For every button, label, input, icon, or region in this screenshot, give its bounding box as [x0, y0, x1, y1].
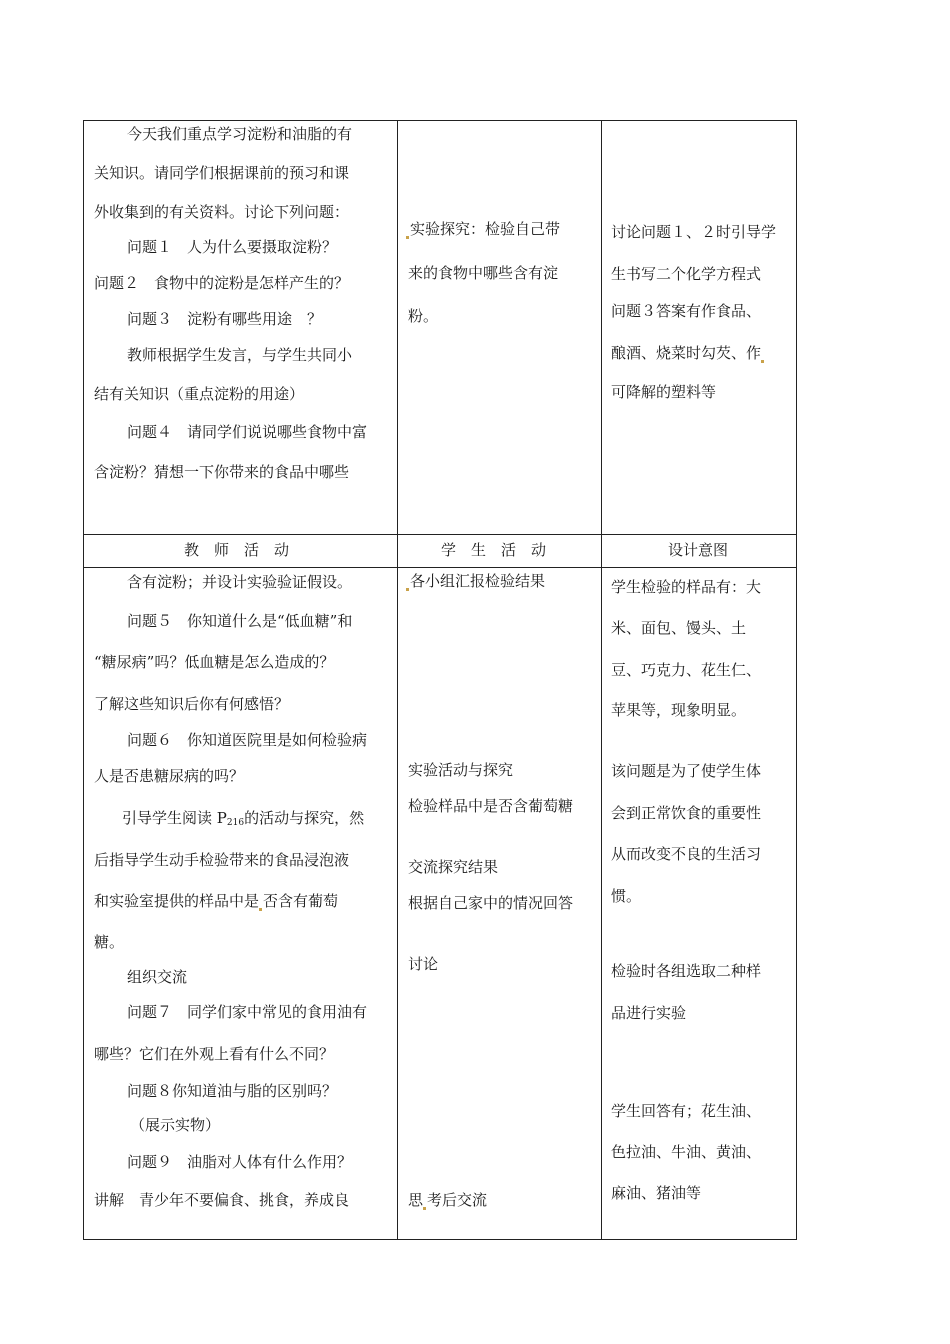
lesson-table	[83, 120, 797, 1240]
text-line: 该问题是为了使学生体	[611, 762, 762, 780]
header-student-activity: 学 生 活 动	[441, 541, 547, 559]
text-line: 来的食物中哪些含有淀	[408, 264, 559, 282]
text-span: 和实验室提供的样品中是	[94, 892, 260, 910]
text-span: 的活动与探究，然	[244, 809, 365, 827]
text-line: 色拉油、牛油、黄油、	[611, 1143, 762, 1161]
text-line	[611, 343, 765, 363]
text-line: 交流探究结果	[408, 858, 499, 876]
text-line: 含淀粉？猜想一下你带来的食品中哪些	[94, 463, 350, 481]
text-line: 组织交流	[127, 968, 188, 986]
text-span: 各小组汇报检验结果	[410, 572, 546, 590]
row-divider	[84, 567, 796, 568]
text-line: 问题３ 淀粉有哪些用途 ？	[127, 310, 323, 328]
text-line	[406, 571, 545, 591]
text-line: 检验样品中是否含葡萄糖	[408, 797, 574, 815]
text-line: 品进行实验	[611, 1004, 687, 1022]
text-line: 麻油、猪油等	[611, 1184, 702, 1202]
text-line: 根据自己家中的情况回答	[408, 894, 574, 912]
text-line: 从而改变不良的生活习	[611, 845, 762, 863]
text-line: 会到正常饮食的重要性	[611, 804, 762, 822]
text-line	[406, 219, 560, 239]
text-line: 问题５ 你知道什么是“低血糖”和	[127, 612, 353, 630]
text-line	[122, 808, 364, 833]
text-line: 讨论问题１、２时引导学	[611, 223, 777, 241]
text-line: 学生回答有；花生油、	[611, 1102, 762, 1120]
text-line: 哪些？它们在外观上看有什么不同？	[94, 1045, 335, 1063]
row-divider	[84, 534, 796, 535]
text-line: 问题３答案有作食品、	[611, 302, 762, 320]
text-line: 含有淀粉；并设计实验验证假设。	[127, 573, 353, 591]
text-line: 实验活动与探究	[408, 761, 514, 779]
column-divider	[601, 121, 602, 1239]
mark-dot	[406, 588, 409, 591]
text-line: 人是否患糖尿病的吗？	[94, 767, 245, 785]
text-line: 问题９ 油脂对人体有什么作用？	[127, 1153, 353, 1171]
text-line: 了解这些知识后你有何感悟？	[94, 695, 290, 713]
header-design-intent: 设计意图	[668, 541, 729, 559]
mark-dot	[259, 908, 262, 911]
text-span: 思	[408, 1191, 424, 1209]
text-line: 学生检验的样品有：大	[611, 578, 762, 596]
text-line: 豆、巧克力、花生仁、	[611, 661, 762, 679]
mark-dot	[406, 236, 409, 239]
text-line: 后指导学生动手检验带来的食品浸泡液	[94, 851, 350, 869]
text-line: “糖尿病”吗？低血糖是怎么造成的？	[94, 653, 335, 671]
text-line: 教师根据学生发言，与学生共同小	[127, 346, 353, 364]
text-line: 问题８你知道油与脂的区别吗？	[127, 1082, 338, 1100]
text-line: 粉。	[408, 307, 439, 325]
text-line: 问题７ 同学们家中常见的食用油有	[127, 1003, 368, 1021]
text-line: 讲解 青少年不要偏食、挑食，养成良	[94, 1191, 350, 1209]
mark-dot	[423, 1207, 426, 1210]
text-line: 外收集到的有关资料。讨论下列问题：	[94, 203, 350, 221]
text-line: 问题１ 人为什么要摄取淀粉？	[127, 238, 338, 256]
text-line: 问题２ 食物中的淀粉是怎样产生的？	[94, 274, 350, 292]
text-line: 讨论	[408, 955, 439, 973]
text-line: 可降解的塑料等	[611, 383, 717, 401]
column-divider	[397, 121, 398, 1239]
text-line	[408, 1190, 487, 1210]
text-span: 考后交流	[427, 1191, 488, 1209]
text-span: 引导学生阅读 P	[122, 809, 227, 827]
text-span: 实验探究：检验自己带	[410, 220, 561, 238]
text-line: 生书写二个化学方程式	[611, 265, 762, 283]
text-span: 酿酒、烧菜时勾芡、作	[611, 344, 762, 362]
text-line: 今天我们重点学习淀粉和油脂的有	[127, 125, 353, 143]
text-line: 苹果等，现象明显。	[611, 701, 747, 719]
text-line: 检验时各组选取二种样	[611, 962, 762, 980]
text-line: 问题６ 你知道医院里是如何检验病	[127, 731, 368, 749]
text-line: 米、面包、馒头、土	[611, 619, 747, 637]
mark-dot	[761, 360, 764, 363]
text-line: 关知识。请同学们根据课前的预习和课	[94, 164, 350, 182]
text-line: 惯。	[611, 887, 642, 905]
text-line: 结有关知识（重点淀粉的用途）	[94, 385, 305, 403]
text-line: 糖。	[94, 933, 125, 951]
header-teacher-activity: 教 师 活 动	[184, 541, 290, 559]
text-span: 否含有葡萄	[263, 892, 339, 910]
page-subscript: 216	[226, 818, 245, 828]
text-line	[94, 891, 338, 911]
text-line: 问题４ 请同学们说说哪些食物中富	[127, 423, 368, 441]
text-line: （展示实物）	[130, 1116, 221, 1134]
